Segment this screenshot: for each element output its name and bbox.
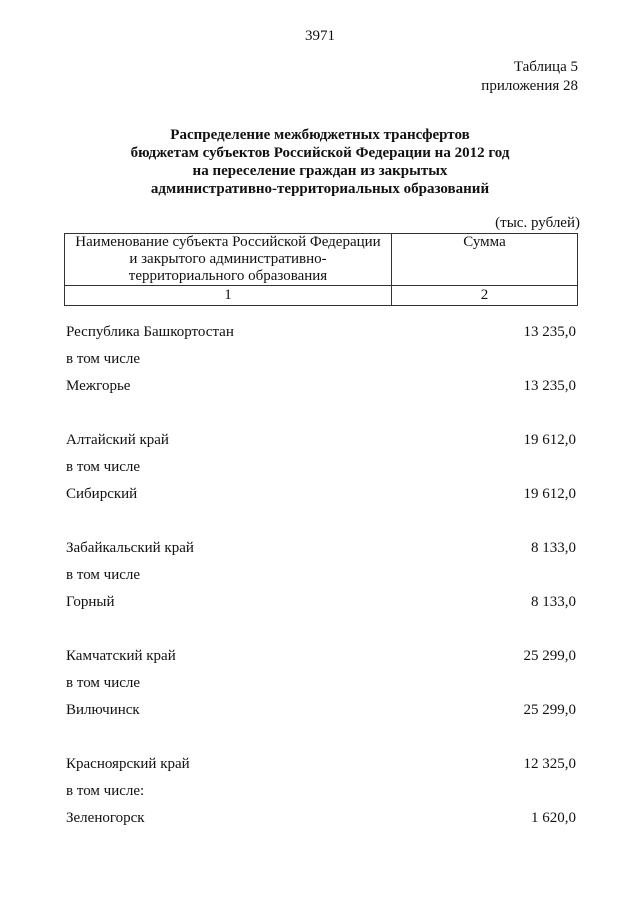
region-row: [66, 646, 576, 673]
row-name: в том числе:: [66, 783, 145, 799]
group-spacer: [66, 403, 576, 430]
title-line: Распределение межбюджетных трансфертов: [170, 127, 470, 143]
row-name: Алтайский край: [66, 432, 169, 448]
row-value: 8 133,0: [531, 540, 576, 556]
page-number: 3971: [305, 28, 335, 44]
title-line: на переселение граждан из закрытых: [192, 163, 448, 179]
group-spacer: [66, 727, 576, 754]
row-value: 19 612,0: [523, 432, 576, 448]
row-value: 25 299,0: [523, 702, 576, 718]
row-name: в том числе: [66, 567, 141, 583]
subheader-row: [66, 565, 576, 592]
item-row: [66, 700, 576, 727]
units-label: (тыс. рублей): [495, 215, 580, 231]
row-name: Забайкальский край: [66, 540, 194, 556]
title-line: административно-территориальных образований: [150, 181, 490, 197]
row-value: 25 299,0: [523, 648, 576, 664]
item-row: [66, 808, 576, 835]
row-value: 19 612,0: [523, 486, 576, 502]
item-row: [66, 376, 576, 403]
header-text-line: Наименование субъекта Российской Федерации: [75, 234, 381, 250]
group-spacer: [66, 619, 576, 646]
row-name: Вилючинск: [66, 702, 140, 718]
column-header-name: [65, 234, 392, 286]
subheader-row: [66, 673, 576, 700]
row-name: Красноярский край: [66, 756, 190, 772]
table-annex-label: [481, 58, 578, 96]
annex-number: приложения 28: [481, 78, 578, 94]
table-header: [64, 233, 578, 306]
column-number-2: 2: [392, 286, 578, 306]
subheader-row: [66, 781, 576, 808]
row-value: 1 620,0: [531, 810, 576, 826]
row-name: в том числе: [66, 675, 141, 691]
group-spacer: [66, 511, 576, 538]
row-name: в том числе: [66, 351, 141, 367]
row-name: Горный: [66, 594, 115, 610]
row-value: 8 133,0: [531, 594, 576, 610]
column-number-row: [65, 286, 578, 306]
header-row: [65, 234, 578, 286]
region-row: [66, 430, 576, 457]
row-name: Республика Башкортостан: [66, 324, 234, 340]
region-row: [66, 754, 576, 781]
row-name: Камчатский край: [66, 648, 176, 664]
row-name: Зеленогорск: [66, 810, 145, 826]
document-title: [0, 126, 640, 198]
item-row: [66, 484, 576, 511]
subheader-row: [66, 457, 576, 484]
row-name: Межгорье: [66, 378, 131, 394]
region-row: [66, 538, 576, 565]
column-number-1: 1: [65, 286, 392, 306]
subheader-row: [66, 349, 576, 376]
header-text-line: территориального образования: [128, 268, 328, 284]
header-text-line: и закрытого административно-: [129, 251, 327, 267]
column-header-sum: Сумма: [392, 234, 578, 286]
region-row: [66, 322, 576, 349]
item-row: [66, 592, 576, 619]
row-name: Сибирский: [66, 486, 138, 502]
table-number: Таблица 5: [513, 59, 578, 75]
table-body: [66, 322, 576, 835]
row-value: 13 235,0: [523, 324, 576, 340]
row-value: 12 325,0: [523, 756, 576, 772]
title-line: бюджетам субъектов Российской Федерации на 2012 год: [130, 145, 510, 161]
row-name: в том числе: [66, 459, 141, 475]
row-value: 13 235,0: [523, 378, 576, 394]
